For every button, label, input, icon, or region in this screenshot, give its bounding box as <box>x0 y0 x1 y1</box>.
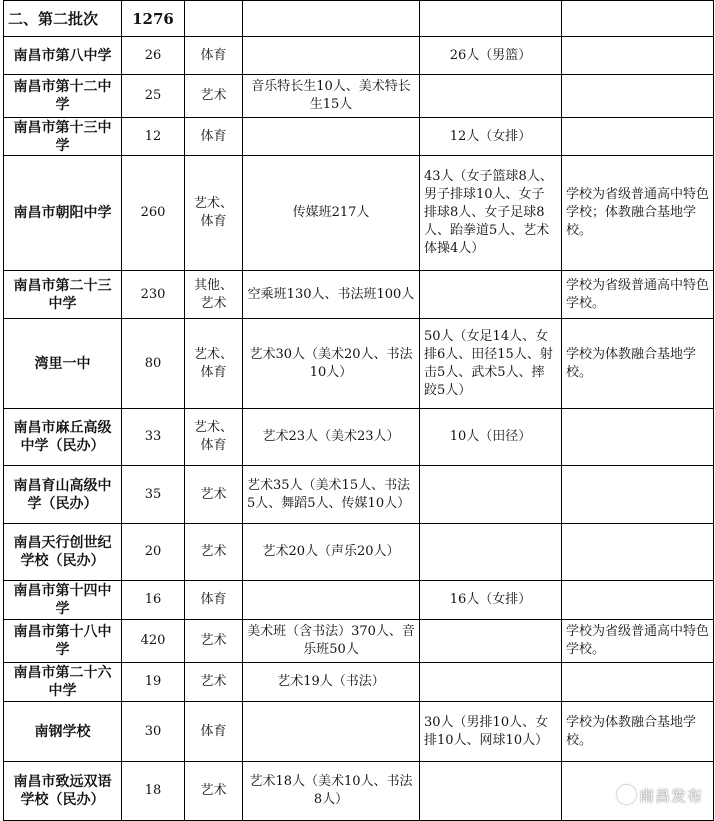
art-quota: 艺术23人（美术23人） <box>243 409 420 466</box>
art-quota <box>243 37 420 75</box>
specialty-type: 体育 <box>185 702 243 762</box>
quota-count: 25 <box>122 75 185 118</box>
batch-total: 1276 <box>122 1 185 37</box>
art-quota: 美术班（含书法）370人、音乐班50人 <box>243 620 420 663</box>
watermark <box>617 785 703 806</box>
quota-count: 230 <box>122 271 185 319</box>
table-row <box>4 524 714 581</box>
quota-count: 16 <box>122 581 185 620</box>
school-name: 南昌市第十四中学 <box>4 581 122 620</box>
school-name: 南昌市第十三中学 <box>4 118 122 156</box>
art-quota: 艺术20人（声乐20人） <box>243 524 420 581</box>
specialty-type: 艺术、体育 <box>185 409 243 466</box>
school-name: 南昌市第二十三中学 <box>4 271 122 319</box>
table-row <box>4 663 714 702</box>
specialty-type: 艺术、体育 <box>185 156 243 271</box>
table-row <box>4 762 714 821</box>
school-note <box>562 524 714 581</box>
art-quota: 艺术19人（书法） <box>243 663 420 702</box>
quota-count: 33 <box>122 409 185 466</box>
school-note <box>562 466 714 524</box>
batch-title: 二、第二批次 <box>4 1 122 37</box>
quota-count: 30 <box>122 702 185 762</box>
art-quota <box>243 581 420 620</box>
school-name: 南昌市第十八中学 <box>4 620 122 663</box>
specialty-type: 艺术 <box>185 762 243 821</box>
sport-quota: 26人（男篮） <box>420 37 562 75</box>
school-name: 南昌市第八中学 <box>4 37 122 75</box>
quota-count: 260 <box>122 156 185 271</box>
specialty-type: 艺术 <box>185 524 243 581</box>
quota-count: 35 <box>122 466 185 524</box>
art-quota: 艺术18人（美术10人、书法8人） <box>243 762 420 821</box>
specialty-type: 艺术 <box>185 75 243 118</box>
sport-quota: 12人（女排） <box>420 118 562 156</box>
school-name: 南昌市朝阳中学 <box>4 156 122 271</box>
school-name: 南昌市第二十六中学 <box>4 663 122 702</box>
school-name: 南昌市麻丘高级中学（民办） <box>4 409 122 466</box>
art-quota: 空乘班130人、书法班100人 <box>243 271 420 319</box>
table-row <box>4 581 714 620</box>
sport-quota <box>420 524 562 581</box>
art-quota <box>243 702 420 762</box>
school-name: 南昌天行创世纪学校（民办） <box>4 524 122 581</box>
school-name: 南昌育山高级中学（民办） <box>4 466 122 524</box>
table-row <box>4 271 714 319</box>
sport-quota <box>420 75 562 118</box>
specialty-type: 体育 <box>185 118 243 156</box>
watermark-logo-icon <box>617 785 636 804</box>
table-row <box>4 466 714 524</box>
school-note: 学校为省级普通高中特色学校。 <box>562 620 714 663</box>
school-name: 湾里一中 <box>4 319 122 409</box>
art-quota: 音乐特长生10人、美术特长生15人 <box>243 75 420 118</box>
table-row <box>4 37 714 75</box>
sport-quota <box>420 762 562 821</box>
specialty-type: 其他、艺术 <box>185 271 243 319</box>
sport-quota: 50人（女足14人、女排6人、田径15人、射击5人、武术5人、摔跤5人） <box>420 319 562 409</box>
sport-quota <box>420 620 562 663</box>
specialty-type: 艺术 <box>185 620 243 663</box>
table-row <box>4 620 714 663</box>
sport-quota: 16人（女排） <box>420 581 562 620</box>
specialty-type: 艺术 <box>185 466 243 524</box>
school-name: 南昌市致远双语学校（民办） <box>4 762 122 821</box>
specialty-type: 艺术、体育 <box>185 319 243 409</box>
quota-count: 19 <box>122 663 185 702</box>
sport-quota <box>420 466 562 524</box>
specialty-type: 体育 <box>185 37 243 75</box>
art-quota: 艺术35人（美术15人、书法5人、舞蹈5人、传媒10人） <box>243 466 420 524</box>
art-quota: 传媒班217人 <box>243 156 420 271</box>
school-note <box>562 75 714 118</box>
school-note: 学校为省级普通高中特色学校；体教融合基地学校。 <box>562 156 714 271</box>
watermark-text: 南昌发布 <box>638 787 703 805</box>
school-note: 学校为省级普通高中特色学校。 <box>562 271 714 319</box>
quota-count: 420 <box>122 620 185 663</box>
sport-quota <box>420 271 562 319</box>
admission-table <box>3 0 714 821</box>
school-name: 南钢学校 <box>4 702 122 762</box>
school-note <box>562 118 714 156</box>
school-note: 学校为体教融合基地学校。 <box>562 319 714 409</box>
table-row <box>4 156 714 271</box>
quota-count: 26 <box>122 37 185 75</box>
table-row <box>4 75 714 118</box>
school-name: 南昌市第十二中学 <box>4 75 122 118</box>
table-row <box>4 319 714 409</box>
sport-quota: 30人（男排10人、女排10人、网球10人） <box>420 702 562 762</box>
art-quota <box>243 118 420 156</box>
school-note <box>562 581 714 620</box>
school-note <box>562 409 714 466</box>
quota-count: 18 <box>122 762 185 821</box>
quota-count: 80 <box>122 319 185 409</box>
art-quota: 艺术30人（美术20人、书法10人） <box>243 319 420 409</box>
sport-quota <box>420 663 562 702</box>
school-note: 学校为体教融合基地学校。 <box>562 702 714 762</box>
sport-quota: 43人（女子篮球8人、男子排球10人、女子排球8人、女子足球8人、跆拳道5人、艺术体操4人） <box>420 156 562 271</box>
table-row <box>4 702 714 762</box>
sport-quota: 10人（田径） <box>420 409 562 466</box>
school-note <box>562 37 714 75</box>
quota-count: 12 <box>122 118 185 156</box>
specialty-type: 艺术 <box>185 663 243 702</box>
batch-header-row <box>4 1 714 37</box>
specialty-type: 体育 <box>185 581 243 620</box>
quota-count: 20 <box>122 524 185 581</box>
school-note <box>562 663 714 702</box>
table-row <box>4 409 714 466</box>
table-row <box>4 118 714 156</box>
